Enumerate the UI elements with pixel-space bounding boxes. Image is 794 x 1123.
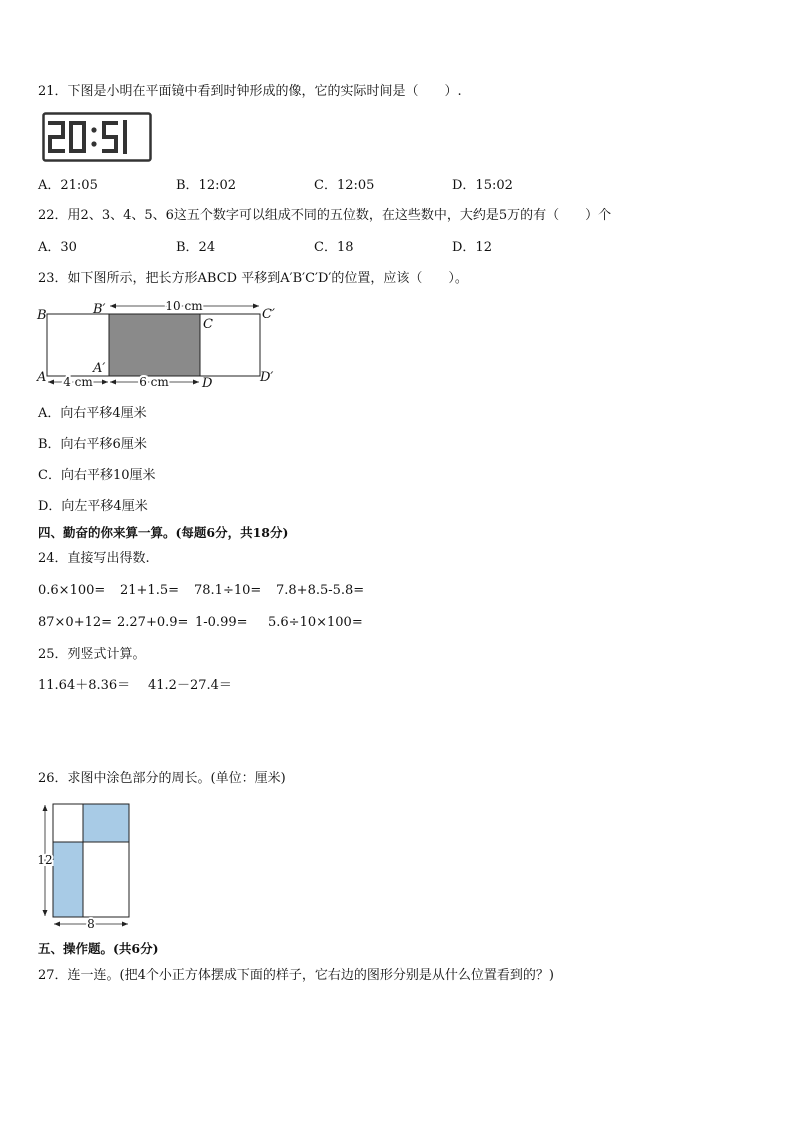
q24-calc: 78.1÷10= bbox=[194, 583, 262, 598]
q22-option-c[interactable]: C．18 bbox=[314, 240, 354, 255]
q24-text: 24．直接写出得数. bbox=[38, 551, 150, 566]
q22-option-d[interactable]: D．12 bbox=[452, 240, 492, 255]
label-B: B bbox=[37, 308, 47, 323]
q24-calc: 87×0+12= bbox=[38, 615, 113, 630]
q24-calc: 5.6÷10×100= bbox=[268, 615, 363, 630]
q22-text: 22．用2、3、4、5、6这五个数字可以组成不同的五位数，在这些数中，大约是5万的有（ ）个 bbox=[38, 208, 612, 223]
dim-top-label: 10 cm bbox=[165, 299, 203, 313]
dim-left-label: 4 cm bbox=[63, 375, 93, 389]
q24-calc: 0.6×100= bbox=[38, 583, 106, 598]
section-4-title: 四、勤奋的你来算一算。(每题6分，共18分) bbox=[38, 525, 289, 540]
q21-option-c[interactable]: C．12:05 bbox=[314, 178, 375, 193]
q23-option-c[interactable]: C．向右平移10厘米 bbox=[38, 468, 156, 483]
label-B-prime: B′ bbox=[93, 302, 106, 317]
dim-mid-label: 6 cm bbox=[139, 375, 169, 389]
label-D-prime: D′ bbox=[260, 370, 274, 385]
label-C: C bbox=[203, 317, 213, 332]
q25-item: 11.64＋8.36＝ bbox=[38, 678, 131, 693]
q21-option-a[interactable]: A．21:05 bbox=[38, 178, 98, 193]
width-label: 8 bbox=[87, 917, 95, 931]
q26-text: 26．求图中涂色部分的周长。(单位：厘米) bbox=[38, 771, 286, 786]
q23-text: 23．如下图所示，把长方形ABCD 平移到A′B′C′D′的位置，应该（ ）。 bbox=[38, 271, 468, 286]
shaded-perimeter-figure bbox=[34, 798, 134, 933]
q27-text: 27．连一连。(把4个小正方体摆成下面的样子，它右边的图形分别是从什么位置看到的？) bbox=[38, 968, 554, 983]
q21-option-b[interactable]: B．12:02 bbox=[176, 178, 237, 193]
q23-option-d[interactable]: D．向左平移4厘米 bbox=[38, 499, 148, 514]
translation-rectangle-figure bbox=[30, 298, 290, 393]
section-5-title: 五、操作题。(共6分) bbox=[38, 941, 159, 956]
label-A-prime: A′ bbox=[93, 361, 106, 376]
q24-calc: 21+1.5= bbox=[120, 583, 180, 598]
q23-option-a[interactable]: A．向右平移4厘米 bbox=[38, 406, 147, 421]
q24-calc: 7.8+8.5-5.8= bbox=[276, 583, 365, 598]
q21-option-d[interactable]: D．15:02 bbox=[452, 178, 513, 193]
height-label: 12 bbox=[37, 853, 53, 867]
q24-calc: 1-0.99= bbox=[195, 615, 248, 630]
digital-clock-image bbox=[42, 112, 152, 162]
label-A: A bbox=[37, 370, 47, 385]
label-D: D bbox=[202, 376, 213, 391]
q24-calc: 2.27+0.9= bbox=[117, 615, 189, 630]
q21-text: 21．下图是小明在平面镜中看到时钟形成的像，它的实际时间是（ ）. bbox=[38, 84, 462, 99]
label-C-prime: C′ bbox=[262, 307, 275, 322]
q25-item: 41.2－27.4＝ bbox=[148, 678, 232, 693]
q25-text: 25．列竖式计算。 bbox=[38, 647, 146, 662]
q22-option-a[interactable]: A．30 bbox=[38, 240, 77, 255]
q22-option-b[interactable]: B．24 bbox=[176, 240, 216, 255]
q23-option-b[interactable]: B．向右平移6厘米 bbox=[38, 437, 147, 452]
